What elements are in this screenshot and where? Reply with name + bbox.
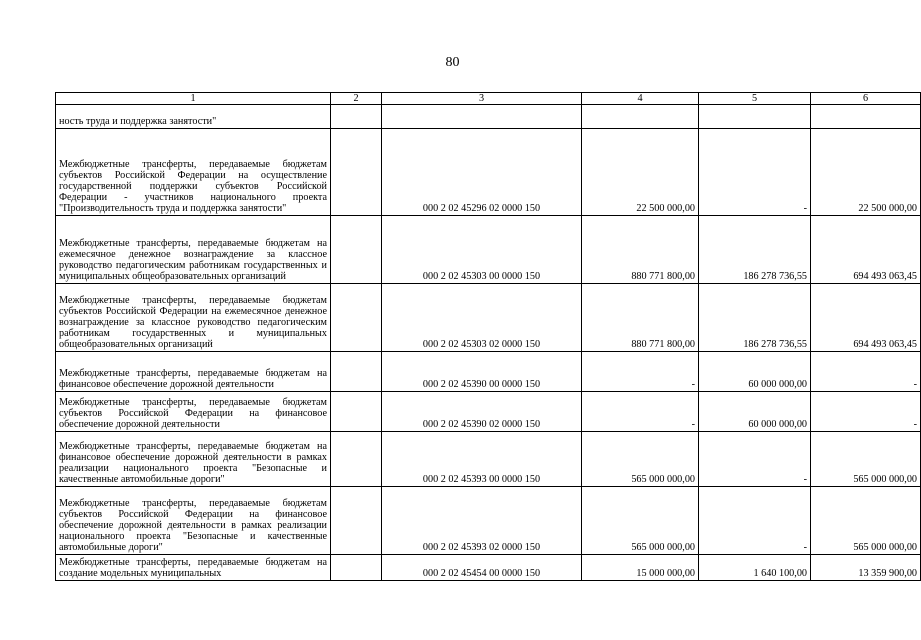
row-value-5: 60 000 000,00 xyxy=(699,352,811,392)
row-value-6: 694 493 063,45 xyxy=(811,284,921,352)
row-code: 000 2 02 45296 02 0000 150 xyxy=(382,129,582,216)
table-row xyxy=(56,432,921,487)
row-empty-cell xyxy=(331,105,382,129)
row-value-4: 15 000 000,00 xyxy=(582,555,699,581)
row-empty-cell xyxy=(331,487,382,555)
row-value-5: 186 278 736,55 xyxy=(699,216,811,284)
row-name: Межбюджетные трансферты, передаваемые бюджетам субъектов Российской Федерации на финансовое обеспечение дорожной деятельности в рамках реализации национального проекта "Безопасные и качественные автомобильные дороги" xyxy=(56,487,331,555)
row-code: 000 2 02 45303 00 0000 150 xyxy=(382,216,582,284)
row-name: Межбюджетные трансферты, передаваемые бюджетам на ежемесячное денежное вознаграждение за классное руководство педагогическим работникам государственных и муниципальных общеобразовательных организаций xyxy=(56,216,331,284)
row-value-5 xyxy=(699,105,811,129)
row-value-6: 694 493 063,45 xyxy=(811,216,921,284)
table-row xyxy=(56,284,921,352)
column-header: 5 xyxy=(699,93,811,105)
table-row xyxy=(56,352,921,392)
row-empty-cell xyxy=(331,129,382,216)
column-header: 3 xyxy=(382,93,582,105)
column-header: 4 xyxy=(582,93,699,105)
row-name: Межбюджетные трансферты, передаваемые бюджетам на финансовое обеспечение дорожной деятельности в рамках реализации национального проекта "Безопасные и качественные автомобильные дороги" xyxy=(56,432,331,487)
row-value-6 xyxy=(811,105,921,129)
row-value-5: 60 000 000,00 xyxy=(699,392,811,432)
row-value-6: - xyxy=(811,352,921,392)
row-value-4: 22 500 000,00 xyxy=(582,129,699,216)
row-code xyxy=(382,105,582,129)
row-empty-cell xyxy=(331,284,382,352)
table-row xyxy=(56,392,921,432)
row-value-6: 22 500 000,00 xyxy=(811,129,921,216)
row-value-4 xyxy=(582,105,699,129)
row-value-6: 13 359 900,00 xyxy=(811,555,921,581)
row-value-4: 565 000 000,00 xyxy=(582,432,699,487)
row-empty-cell xyxy=(331,392,382,432)
row-value-4: 880 771 800,00 xyxy=(582,284,699,352)
row-empty-cell xyxy=(331,432,382,487)
table-row xyxy=(56,216,921,284)
table-row xyxy=(56,487,921,555)
table-row xyxy=(56,129,921,216)
row-value-5: - xyxy=(699,129,811,216)
row-name: Межбюджетные трансферты, передаваемые бюджетам субъектов Российской Федерации на финансовое обеспечение дорожной деятельности xyxy=(56,392,331,432)
budget-table xyxy=(55,92,921,581)
row-empty-cell xyxy=(331,555,382,581)
row-name: ность труда и поддержка занятости" xyxy=(56,105,331,129)
table-header-row xyxy=(56,93,921,105)
column-header: 6 xyxy=(811,93,921,105)
row-value-6: 565 000 000,00 xyxy=(811,487,921,555)
column-header: 2 xyxy=(331,93,382,105)
row-value-6: 565 000 000,00 xyxy=(811,432,921,487)
page-number: 80 xyxy=(445,55,460,70)
row-value-5: - xyxy=(699,487,811,555)
row-value-5: 186 278 736,55 xyxy=(699,284,811,352)
row-name: Межбюджетные трансферты, передаваемые бюджетам субъектов Российской Федерации на ежемесячное денежное вознаграждение за классное руководство педагогическим работникам государственных и муниципальных общеобразовательных организаций xyxy=(56,284,331,352)
row-value-4: - xyxy=(582,392,699,432)
row-value-4: - xyxy=(582,352,699,392)
table-row xyxy=(56,555,921,581)
row-name: Межбюджетные трансферты, передаваемые бюджетам субъектов Российской Федерации на осуществление государственной поддержки субъектов Российской Федерации - участников национального проекта "Производительность труда и поддержка занятости" xyxy=(56,129,331,216)
row-value-5: 1 640 100,00 xyxy=(699,555,811,581)
row-code: 000 2 02 45303 02 0000 150 xyxy=(382,284,582,352)
row-value-6: - xyxy=(811,392,921,432)
row-value-5: - xyxy=(699,432,811,487)
row-name: Межбюджетные трансферты, передаваемые бюджетам на создание модельных муниципальных xyxy=(56,555,331,581)
row-name: Межбюджетные трансферты, передаваемые бюджетам на финансовое обеспечение дорожной деятельности xyxy=(56,352,331,392)
row-value-4: 880 771 800,00 xyxy=(582,216,699,284)
row-code: 000 2 02 45393 00 0000 150 xyxy=(382,432,582,487)
row-empty-cell xyxy=(331,352,382,392)
table-row xyxy=(56,105,921,129)
row-code: 000 2 02 45390 02 0000 150 xyxy=(382,392,582,432)
row-code: 000 2 02 45393 02 0000 150 xyxy=(382,487,582,555)
row-code: 000 2 02 45454 00 0000 150 xyxy=(382,555,582,581)
row-value-4: 565 000 000,00 xyxy=(582,487,699,555)
column-header: 1 xyxy=(56,93,331,105)
row-code: 000 2 02 45390 00 0000 150 xyxy=(382,352,582,392)
row-empty-cell xyxy=(331,216,382,284)
